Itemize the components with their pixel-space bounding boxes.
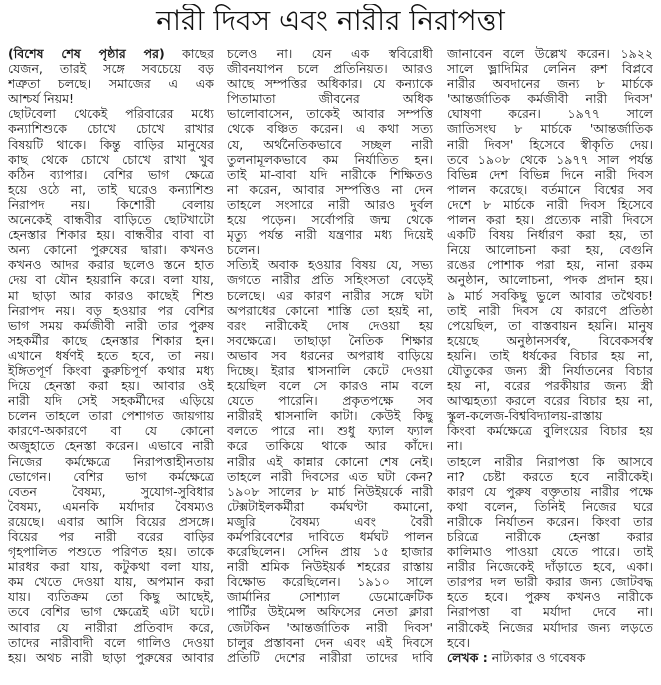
text-line: চরিত্রে নারীকে হেনস্তা করার bbox=[447, 529, 653, 544]
text-line: চলেছে। এর কারণ নারীর সঙ্গে ঘটা bbox=[227, 287, 433, 303]
text-line: হতে হবে। পুরুষ কখনও নারীকে bbox=[447, 589, 653, 605]
text-fragment: কাছের bbox=[182, 46, 214, 61]
article-column-1 bbox=[8, 46, 214, 665]
text-line: শত্রুতা চলছে। সমাজের এ এক bbox=[8, 76, 214, 92]
text-line: ভাগ সময় কর্মজীবী নারী তার পুরুষ bbox=[8, 317, 214, 333]
article-title: নারী দিবস এবং নারীর নিরাপত্তা bbox=[156, 4, 505, 37]
text-line: বিয়ের পর নারী বরের বাড়ির bbox=[8, 529, 214, 544]
text-line: কারণ যে পুরুষ বক্তৃতায় নারীর পক্ষে bbox=[447, 483, 653, 499]
text-line: দিচ্ছে। ইরার শ্বাসনালি কেটে দেওয়া bbox=[227, 362, 433, 378]
text-line: চলেন তাহলে তারা পেশাগত জায়গায় bbox=[8, 408, 214, 424]
text-line: বৈষম্য, এমনকি মর্যাদার বৈষম্যও bbox=[8, 498, 214, 514]
text-line: রয়েছে। এবার আসি বিয়ের প্রসঙ্গে। bbox=[8, 513, 214, 529]
text-line: বিষয়টি থাকে। কিন্তু বাড়ির মানুষের bbox=[8, 136, 214, 152]
text-line: যৌতুকের জন্য স্ত্রী নির্যাতনের বিচার bbox=[447, 362, 653, 378]
text-line: দিয়ে হেনস্তা করা হয়। আবার ওই bbox=[8, 378, 214, 394]
text-line: কখনও আদর করার ছলেও স্তনে হাত bbox=[8, 257, 214, 273]
text-line: অনুষ্ঠান, আলোচনা, পদক প্রদান হয়। bbox=[447, 272, 653, 288]
text-line: হয়েছে অনুষ্ঠানসর্বস্ব, বিবেকসর্বস্ব bbox=[447, 332, 653, 348]
text-line: প্রতিটি দেশের নারীরা তাদের দাবি bbox=[227, 649, 433, 665]
text-line: হয়ে পড়েন। সর্বোপরি জন্ম থেকে bbox=[227, 212, 433, 228]
author-byline bbox=[447, 650, 653, 665]
text-line: জগতে নারীর প্রতি সহিংসতা বেড়েই bbox=[227, 272, 433, 288]
text-line: তাহলে সংসারে নারী আরও দুর্বল bbox=[227, 196, 433, 212]
byline-label: লেখক : bbox=[447, 649, 488, 665]
byline-text: নাট্যকার ও গবেষক bbox=[491, 649, 586, 665]
text-line: নিরাপদ নয়। কিশোরী বেলায় bbox=[8, 196, 214, 212]
text-line: কথা বলেন, তিনিই নিজের ঘরে bbox=[447, 498, 653, 514]
text-line: না। bbox=[447, 438, 463, 454]
text-line: চালুর প্রস্তাবনা দেন এবং এই দিবসে bbox=[227, 634, 433, 650]
text-line: সবক্ষেত্রে। তাছাড়া নৈতিক শিক্ষার bbox=[227, 332, 433, 348]
text-line: না করেন, আবার সম্পত্তিও না দেন bbox=[227, 181, 433, 197]
text-line: নিজের কর্মক্ষেত্রে নিরাপত্তাহীনতায় bbox=[8, 453, 214, 469]
text-line: ইঙ্গিতপূর্ণ কিংবা কুরুচিপূর্ণ কথার মধ্য bbox=[8, 362, 214, 378]
text-line: তুলনামূলকভাবে কম নির্যাতিত হন। bbox=[227, 151, 433, 167]
text-line: নিয়ে আলোচনা করা হয়, বেগুনি bbox=[447, 242, 653, 258]
text-line: তারপর দল ভারী করার জন্য জোটবদ্ধ bbox=[447, 574, 653, 590]
text-line: বিক্ষোভ করেছিলেন। ১৯১০ সালে bbox=[227, 574, 433, 590]
text-line: তাই নারী দিবস যে কারণে প্রতিষ্ঠা bbox=[447, 302, 653, 318]
text-line: স্কুল-কলেজ-বিশ্ববিদ্যালয়-রাস্তায় bbox=[447, 408, 603, 424]
text-line: অপরাধের কোনো শাস্তি তো হয়ই না, bbox=[227, 302, 433, 318]
continued-from-label: (বিশেষ শেষ পৃষ্ঠার পর) bbox=[8, 46, 165, 61]
text-line: অভাব সব ধরনের অপরাধ বাড়িয়ে bbox=[227, 347, 433, 363]
text-line: জাতিসংঘ ৮ মার্চকে 'আন্তর্জাতিক bbox=[447, 121, 653, 137]
text-line: কালিমাও পাওয়া যেতে পারে। তাই bbox=[447, 544, 653, 560]
text-line: আত্মহত্যা করলে বরের বিচার হয় না, bbox=[447, 393, 653, 409]
text-line: নারী দিবস' হিসেবে স্বীকৃতি দেয়। bbox=[447, 136, 653, 152]
text-line: হয়। অথচ নারী ছাড়া পুরুষের আবার bbox=[8, 649, 214, 665]
text-line: যেতে পারেনি। প্রকৃতপক্ষে সব bbox=[227, 393, 433, 409]
text-line: নারীর নিজেকেই দাঁড়াতে হবে, একা। bbox=[447, 559, 653, 575]
text-line: মৃত্যু পর্যন্ত নারী যন্ত্রণার মধ্য দিয়েই bbox=[227, 227, 433, 243]
text-line: কম খেতে দেওয়া যায়, অপমান করা bbox=[8, 574, 214, 590]
text-line: পালন করেছে। বর্তমানে বিশ্বের সব bbox=[447, 181, 653, 197]
text-line: চলেন। bbox=[227, 242, 261, 258]
text-line: কিংবা কর্মক্ষেত্রে বুলিংয়ের বিচার হয় bbox=[447, 423, 653, 439]
text-line: পেয়েছিল, তা বাস্তবায়ন হয়নি। মানুষ bbox=[447, 317, 653, 333]
text-line: আশ্চর্য নিয়ম! bbox=[8, 91, 75, 107]
text-line: দেশে ৮ মার্চকে নারী দিবস হিসেবে bbox=[447, 196, 653, 212]
text-line: নিরাপত্তা বা মর্যাদা দেবে না। bbox=[447, 604, 653, 620]
text-line: পার্টির উইমেন্স অফিসের নেতা ক্লারা bbox=[227, 604, 433, 620]
article-column-2 bbox=[227, 46, 433, 665]
text-line: একটি বিষয় নির্ধারণ করা হয়, তা bbox=[447, 227, 653, 243]
text-line: তবে বেশির ভাগ ক্ষেত্রেই এটা ঘটে। bbox=[8, 604, 214, 620]
text-line: টেক্সটাইলকর্মীরা কর্মঘণ্টা কমানো, bbox=[227, 498, 433, 514]
text-line: মজুরি বৈষম্য এবং বৈরী bbox=[227, 513, 433, 529]
text-line: পিতামাতা জীবনের অধিক bbox=[227, 91, 433, 107]
text-line: রঙের পোশাক পরা হয়, নানা রকম bbox=[447, 257, 653, 273]
text-line: নারী শ্রমিক নিউইয়র্ক শহরের রাস্তায় bbox=[227, 559, 433, 575]
text-line: মারধর করা যায়, কটুকথা বলা যায়, bbox=[8, 559, 214, 575]
text-line: বিভিন্ন দেশ বিভিন্ন দিনে নারী দিবস bbox=[447, 166, 653, 182]
text-line: হয়েছিল বলে সে কারও নাম বলে bbox=[227, 378, 433, 394]
text-line: জার্মানির সোশ্যাল ডেমোক্রেটিক bbox=[227, 589, 433, 605]
text-line: ঘোষণা করেন। ১৯৭৭ সালে bbox=[447, 106, 653, 122]
text-line: নারীকে নির্যাতন করেন। কিংবা তার bbox=[447, 513, 653, 529]
text-line: কর্মপরিবেশের দাবিতে ধর্মঘট পালন bbox=[227, 529, 433, 544]
text-line: নারীকেই নিজের মর্যাদার জন্য লড়তে bbox=[447, 619, 653, 635]
text-line: হেনস্তার শিকার হয়। বান্ধবীর বাবা বা bbox=[8, 227, 214, 243]
text-line: ১৯০৮ সালের ৮ মার্চ নিউইয়র্কে নারী bbox=[227, 483, 433, 499]
text-line: হয়ে ওঠে না, তাই ঘরেও কন্যাশিশু bbox=[8, 181, 214, 197]
text-line: জেটকিন 'আন্তর্জাতিক নারী দিবস' bbox=[227, 619, 433, 635]
text-line: হয় না, বরের পরকীয়ার জন্য স্ত্রী bbox=[447, 378, 653, 394]
text-line: যেজন, তারই সঙ্গে সবচেয়ে বড় bbox=[8, 61, 214, 77]
text-line: দেয় বা যৌন হয়রানি করে। বলা যায়, bbox=[8, 272, 214, 288]
text-line: নারীর অবদানের জন্য ৮ মার্চকে bbox=[447, 76, 653, 92]
text-line: করে তাকিয়ে থাকে আর কাঁদে। bbox=[227, 438, 433, 454]
text-line: কারণে-অকারণে বা যে কোনো bbox=[8, 423, 214, 439]
text-line: নারীরই শ্বাসনালি কাটা। কেউই কিছু bbox=[227, 408, 433, 424]
text-line: অনেকেই বান্ধবীর বাড়িতে ছোটখাটো bbox=[8, 212, 214, 228]
text-line: এখানে ধর্ষণই হতে হবে, তা নয়। bbox=[8, 347, 214, 363]
text-line: যায়। ব্যতিক্রম তো কিছু আছেই, bbox=[8, 589, 214, 605]
text-line: জানাবেন বলে উল্লেখ করেন। ১৯২২ bbox=[447, 46, 653, 61]
text-line: কন্যাশিশুকে চোখে চোখে রাখার bbox=[8, 121, 214, 137]
text-line: না? চেষ্টা করতে হবে নারীকেই। bbox=[447, 468, 653, 484]
text-line: তাই মা-বাবা যদি নারীকে শিক্ষিতও bbox=[227, 166, 433, 182]
text-line: সত্যিই অবাক হওয়ার বিষয় যে, সভ্য bbox=[227, 257, 433, 273]
text-line: করেছিলেন। সেদিন প্রায় ১৫ হাজার bbox=[227, 544, 433, 560]
text-line: ভালোবাসেন, তাকেই আবার সম্পত্তি bbox=[227, 106, 433, 122]
text-line: গৃহপালিত পশুতে পরিণত হয়। তাকে bbox=[8, 544, 214, 560]
text-line: ভোগেন। বেশির ভাগ কর্মক্ষেত্রে bbox=[8, 468, 214, 484]
text-line: হয়নি। তাই ধর্ষকের বিচার হয় না, bbox=[447, 347, 653, 363]
text-line: যে, অর্থনৈতিকভাবে সচ্ছল নারী bbox=[227, 136, 433, 152]
text-line: 'আন্তর্জাতিক কর্মজীবী নারী দিবস' bbox=[447, 91, 653, 107]
text-line: নিরাপদ নয়। বড় হওয়ার পর বেশির bbox=[8, 302, 214, 318]
text-line: নারীর এই কান্নার কোনো শেষ নেই। bbox=[227, 453, 433, 469]
text-line: চলেও না। যেন এক স্ববিরোধী bbox=[227, 46, 433, 61]
text-line: নারী যদি সেই সহকর্মীদের এড়িয়ে bbox=[8, 393, 214, 409]
text-line: সালে ভ্লাদিমির লেনিন রুশ বিপ্লবে bbox=[447, 61, 653, 77]
text-line: ছোটবেলা থেকেই পরিবারের মধ্যে bbox=[8, 106, 214, 122]
text-line: তাহলে নারী দিবসের এত ঘটা কেন? bbox=[227, 468, 433, 484]
text-line: কঠিন ব্যাপার। বেশির ভাগ ক্ষেত্রে bbox=[8, 166, 214, 182]
text-line: পালন করা হয়। প্রত্যেক নারী দিবসে bbox=[447, 212, 653, 228]
text-line: কাছ থেকে চোখে চোখে রাখা খুব bbox=[8, 151, 214, 167]
text-line: বেতন বৈষম্য, সুযোগ-সুবিধার bbox=[8, 483, 214, 499]
text-line: তবে ১৯০৮ থেকে ১৯৭৭ সাল পর্যন্ত bbox=[447, 151, 653, 167]
text-line: হবে। bbox=[447, 634, 471, 650]
text-line: ৯ মার্চ সবকিছু ভুলে আবার তথৈবচ! bbox=[447, 287, 653, 303]
text-line: বরং নারীকেই দোষ দেওয়া হয় bbox=[227, 317, 433, 333]
text-line: আছে সম্পত্তির অধিকার। যে কন্যাকে bbox=[227, 76, 433, 92]
text-line: আবার যে নারীরা প্রতিবাদ করে, bbox=[8, 619, 214, 635]
text-line: তাদের নারীবাদী বলে গালিও দেওয়া bbox=[8, 634, 214, 650]
text-line: জীবনযাপন চলে প্রতিনিয়ত। আরও bbox=[227, 61, 433, 77]
article-column-3 bbox=[447, 46, 653, 665]
text-line: মা ছাড়া আর কারও কাছেই শিশু bbox=[8, 287, 214, 303]
text-line: বলতে পারে না। শুধু ফ্যাল ফ্যাল bbox=[227, 423, 433, 439]
text-line: তাহলে নারীর নিরাপত্তা কি আসবে bbox=[447, 453, 653, 469]
text-line: থেকে বঞ্চিত করেন। এ কথা সত্য bbox=[227, 121, 433, 137]
text-line bbox=[8, 46, 214, 61]
text-line: অন্য কোনো পুরুষের দ্বারা। কখনও bbox=[8, 242, 214, 258]
text-line: সহকর্মীর কাছে হেনস্তার শিকার হন। bbox=[8, 332, 214, 348]
text-line: অজুহাতে হেনস্তা করেন। এভাবে নারী bbox=[8, 438, 214, 454]
